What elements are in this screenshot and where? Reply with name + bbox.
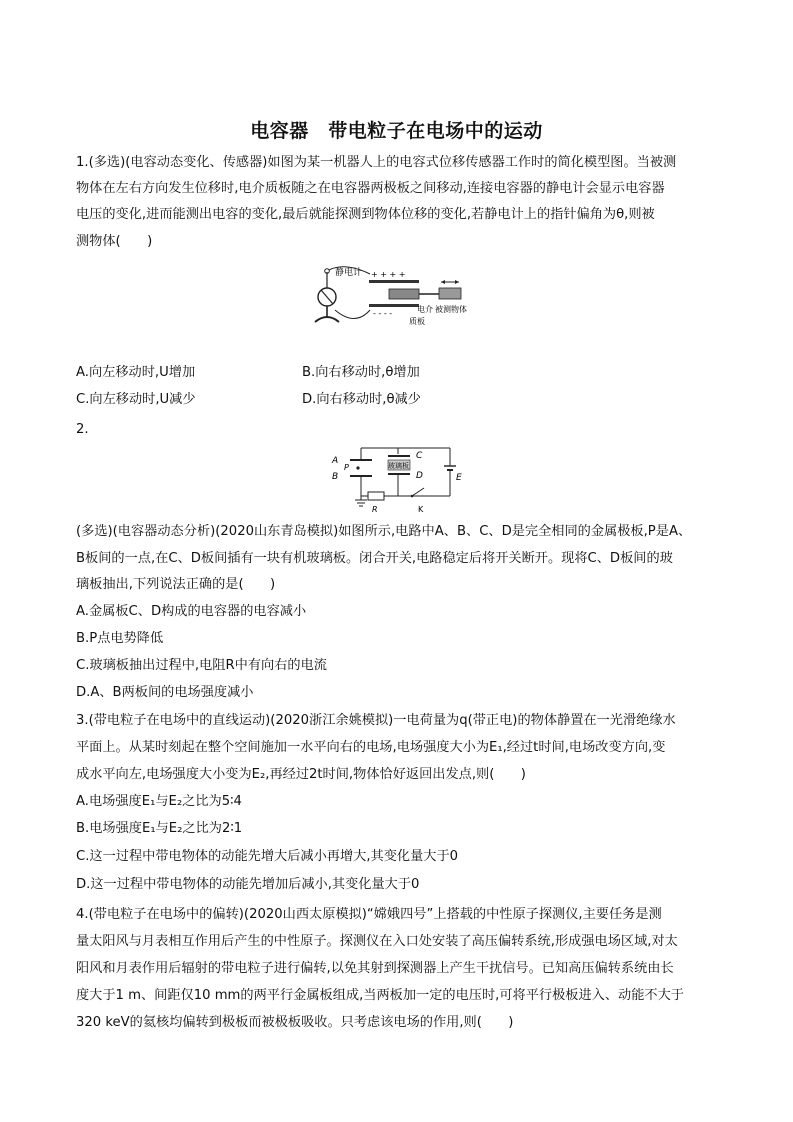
q4-line-1: 4.(带电粒子在电场中的偏转)(2020山西太原模拟)“嫦娥四号”上搭载的中性原子探测仪,主要任务是测 — [76, 907, 662, 922]
q4-line-4: 度大于1 m、间距仅10 mm的两平行金属板组成,当两板加一定的电压时,可将平行极板进入、动能不大于 — [76, 988, 684, 1003]
q1-line-2: 物体在左右方向发生位移时,电介质板随之在电容器两极板之间移动,连接电容器的静电计会显示电容器 — [76, 181, 665, 196]
q4-line-2: 量太阳风与月表相互作用后产生的中性原子。探测仪在入口处安装了高压偏转系统,形成强电场区域,对太 — [76, 934, 678, 949]
q2-circuit-figure — [328, 442, 468, 516]
q2-line-1: (多选)(电容器动态分析)(2020山东青岛模拟)如图所示,电路中A、B、C、D是完全相同的金属极板,P是A、 — [76, 524, 692, 539]
q3-option-b: B.电场强度E₁与E₂之比为2∶1 — [76, 821, 243, 836]
plate-a-label: A — [332, 456, 339, 466]
q1-option-c: C.向左移动时,U减少 — [76, 392, 196, 407]
q2-number: 2. — [76, 422, 89, 437]
q3-option-d: D.这一过程中带电物体的动能先增加后减小,其变化量大于0 — [76, 877, 420, 892]
plate-c-label: C — [416, 451, 423, 461]
battery-e-label: E — [456, 473, 462, 483]
switch-k-label: K — [418, 505, 424, 514]
q3-line-2: 平面上。从某时刻起在整个空间施加一水平向右的电场,电场强度大小为E₁,经过t时间,电场改变方向,变 — [76, 740, 666, 755]
q1-line-4: 测物体( ) — [76, 234, 153, 249]
point-p-label: P — [344, 463, 349, 472]
q2-option-d: D.A、B两板间的电场强度减小 — [76, 685, 254, 700]
q1-line-3: 电压的变化,进而能测出电容的变化,最后就能探测到物体位移的变化,若静电计上的指针偏角为θ,则被 — [76, 207, 655, 222]
q1-line-1: 1.(多选)(电容动态变化、传感器)如图为某一机器人上的电容式位移传感器工作时的简化模型图。当被测 — [76, 155, 677, 170]
q1-capacitor-sensor-figure — [305, 262, 475, 332]
glass-plate-label: 玻璃板 — [388, 462, 409, 470]
object-label: 被测物体 — [435, 305, 467, 314]
q2-option-a: A.金属板C、D构成的电容器的电容减小 — [76, 604, 307, 619]
q1-option-a: A.向左移动时,U增加 — [76, 365, 196, 380]
q2-option-c: C.玻璃板抽出过程中,电阻R中有向右的电流 — [76, 658, 327, 673]
q4-line-3: 阳风和月表作用后辐射的带电粒子进行偏转,以免其射到探测器上产生干扰信号。已知高压偏转系统由长 — [76, 961, 674, 976]
q4-line-5: 320 keV的氦核均偏转到极板而被极板吸收。只考虑该电场的作用,则( ) — [76, 1015, 514, 1030]
q2-line-2: B板间的一点,在C、D板间插有一块有机玻璃板。闭合开关,电路稳定后将开关断开。现将C、D板间的玻 — [76, 551, 673, 566]
q3-option-c: C.这一过程中带电物体的动能先增大后减小再增大,其变化量大于0 — [76, 849, 459, 864]
plate-b-label: B — [332, 472, 339, 482]
plus-signs: + + + + — [371, 270, 406, 279]
page-title: 电容器 带电粒子在电场中的运动 — [250, 120, 543, 142]
minus-signs: - - - - — [373, 309, 393, 318]
q3-line-3: 成水平向左,电场强度大小变为E₂,再经过2t时间,物体恰好返回出发点,则( ) — [76, 767, 526, 782]
q1-option-d: D.向右移动时,θ减少 — [302, 392, 421, 407]
electrometer-label: 静电计 — [335, 268, 363, 278]
q1-option-b: B.向右移动时,θ增加 — [302, 365, 420, 380]
q2-option-b: B.P点电势降低 — [76, 631, 164, 646]
q3-option-a: A.电场强度E₁与E₂之比为5∶4 — [76, 794, 242, 809]
dielectric-label: 电介 — [417, 305, 433, 314]
q2-line-3: 璃板抽出,下列说法正确的是( ) — [76, 577, 276, 592]
plate-d-label: D — [416, 471, 423, 481]
dielectric-label-2: 质板 — [409, 317, 425, 326]
resistor-r-label: R — [372, 505, 378, 514]
q3-line-1: 3.(带电粒子在电场中的直线运动)(2020浙江余姚模拟)一电荷量为q(带正电)的物体静置在一光滑绝缘水 — [76, 713, 676, 728]
